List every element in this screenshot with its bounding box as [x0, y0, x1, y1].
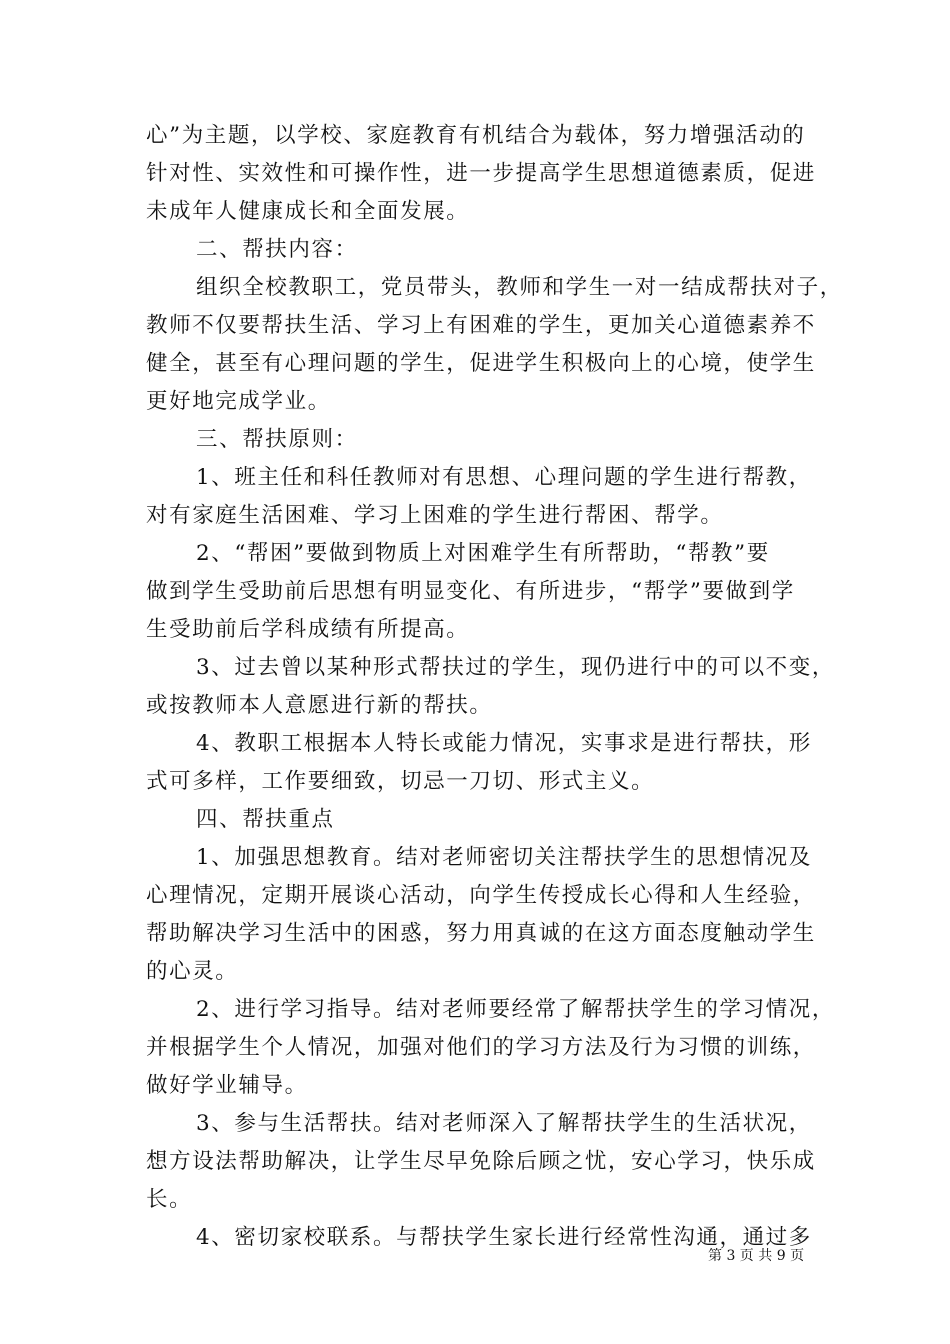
body-line: 长。: [146, 1187, 193, 1212]
body-line: 未成年人健康成长和全面发展。: [146, 199, 470, 224]
body-line: 3、过去曾以某种形式帮扶过的学生，现仍进行中的可以不变，: [196, 655, 835, 680]
section-heading: 二、帮扶内容：: [196, 237, 358, 262]
body-line: 心”为主题，以学校、家庭教育有机结合为载体，努力增强活动的: [146, 123, 806, 148]
body-line: 1、加强思想教育。结对老师密切关注帮扶学生的思想情况及: [196, 845, 812, 870]
body-line: 想方设法帮助解决，让学生尽早免除后顾之忧，安心学习，快乐成: [146, 1149, 816, 1174]
body-line: 或按教师本人意愿进行新的帮扶。: [146, 693, 493, 718]
body-line: 心理情况，定期开展谈心活动，向学生传授成长心得和人生经验，: [146, 883, 816, 908]
body-line: 4、教职工根据本人特长或能力情况，实事求是进行帮扶，形: [196, 731, 812, 756]
body-line: 健全，甚至有心理问题的学生，促进学生积极向上的心境，使学生: [146, 351, 816, 376]
body-line: 对有家庭生活困难、学习上困难的学生进行帮困、帮学。: [146, 503, 724, 528]
body-line: 2、进行学习指导。结对老师要经常了解帮扶学生的学习情况，: [196, 997, 835, 1022]
body-line: 2、“帮困”要做到物质上对困难学生有所帮助，“帮教”要: [196, 541, 770, 566]
body-line: 组织全校教职工，党员带头，教师和学生一对一结成帮扶对子，: [196, 275, 843, 300]
body-line: 教师不仅要帮扶生活、学习上有困难的学生，更加关心道德素养不: [146, 313, 816, 338]
body-line: 做到学生受助前后思想有明显变化、有所进步，“帮学”要做到学: [146, 579, 795, 604]
body-line: 1、班主任和科任教师对有思想、心理问题的学生进行帮教，: [196, 465, 812, 490]
body-line: 4、密切家校联系。与帮扶学生家长进行经常性沟通，通过多: [196, 1225, 812, 1250]
page-number: 第 3 页 共 9 页: [708, 1248, 805, 1264]
body-line: 做好学业辅导。: [146, 1073, 308, 1098]
body-line: 3、参与生活帮扶。结对老师深入了解帮扶学生的生活状况，: [196, 1111, 812, 1136]
section-heading: 三、帮扶原则：: [196, 427, 358, 452]
body-line: 的心灵。: [146, 959, 239, 984]
body-line: 针对性、实效性和可操作性，进一步提高学生思想道德素质，促进: [146, 161, 816, 186]
body-line: 并根据学生个人情况，加强对他们的学习方法及行为习惯的训练，: [146, 1035, 816, 1060]
body-line: 式可多样，工作要细致，切忌一刀切、形式主义。: [146, 769, 655, 794]
body-line: 帮助解决学习生活中的困惑，努力用真诚的在这方面态度触动学生: [146, 921, 816, 946]
section-heading: 四、帮扶重点: [196, 807, 335, 832]
body-line: 生受助前后学科成绩有所提高。: [146, 617, 470, 642]
body-line: 更好地完成学业。: [146, 389, 331, 414]
